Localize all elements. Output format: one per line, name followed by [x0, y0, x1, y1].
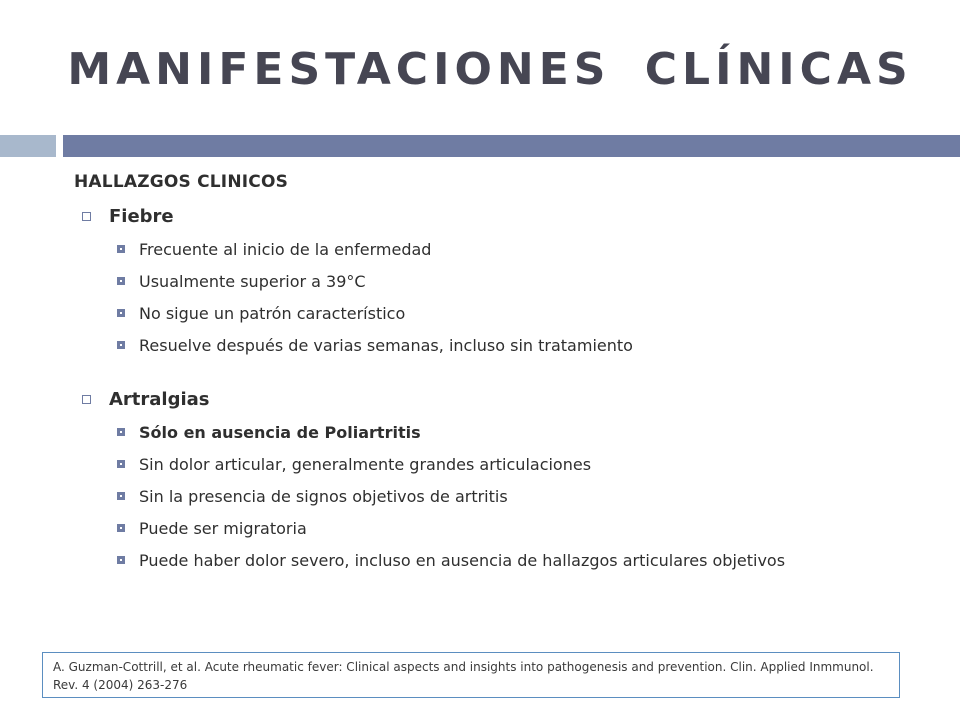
section-spacer	[74, 361, 934, 383]
bullet-level1	[74, 383, 934, 416]
bullet-text: Frecuente al inicio de la enfermedad	[139, 239, 432, 259]
bullet-level2	[74, 448, 934, 480]
filled-square-bullet-icon	[117, 428, 125, 436]
bullet-text: Usualmente superior a 39°C	[139, 271, 366, 291]
bullet-text: Puede haber dolor severo, incluso en ausencia de hallazgos articulares objetivos	[139, 550, 786, 570]
hollow-square-bullet-icon	[82, 212, 91, 221]
hollow-square-bullet-icon	[82, 395, 91, 404]
bullet-level2	[74, 512, 934, 544]
bullet-level1	[74, 200, 934, 233]
filled-square-bullet-icon	[117, 309, 125, 317]
filled-square-bullet-icon	[117, 492, 125, 500]
slide-content	[74, 172, 934, 576]
bullet-text: Puede ser migratoria	[139, 518, 307, 538]
filled-square-bullet-icon	[117, 460, 125, 468]
bullet-text: Sin dolor articular, generalmente grandes articulaciones	[139, 454, 592, 474]
bullet-level2	[74, 416, 934, 448]
bullet-level2	[74, 544, 934, 576]
title-underline-bar-dark	[63, 135, 960, 157]
filled-square-bullet-icon	[117, 556, 125, 564]
section-artralgias	[74, 383, 934, 576]
bullet-label: Fiebre	[109, 206, 174, 227]
bullet-text: Sólo en ausencia de Poliartritis	[139, 422, 421, 442]
filled-square-bullet-icon	[117, 341, 125, 349]
citation-box: A. Guzman-Cottrill, et al. Acute rheumatic fever: Clinical aspects and insights into pathogenesis and prevention. Clin. Applied Inmmunol. Rev. 4 (2004) 263-276	[42, 652, 900, 698]
slide-title: MANIFESTACIONES CLÍNICAS	[67, 44, 913, 95]
bullet-level2	[74, 265, 934, 297]
bullet-level2	[74, 297, 934, 329]
filled-square-bullet-icon	[117, 277, 125, 285]
bullet-level2	[74, 233, 934, 265]
filled-square-bullet-icon	[117, 245, 125, 253]
bullet-label: Artralgias	[109, 389, 210, 410]
bullet-level2	[74, 329, 934, 361]
bullet-text: No sigue un patrón característico	[139, 303, 406, 323]
bullet-text: Sin la presencia de signos objetivos de artritis	[139, 486, 508, 506]
section-fiebre	[74, 200, 934, 361]
bullet-level2	[74, 480, 934, 512]
bullet-text: Resuelve después de varias semanas, incluso sin tratamiento	[139, 335, 633, 355]
section-heading: HALLAZGOS CLINICOS	[74, 172, 289, 192]
title-underline-bar-light	[0, 135, 56, 157]
filled-square-bullet-icon	[117, 524, 125, 532]
